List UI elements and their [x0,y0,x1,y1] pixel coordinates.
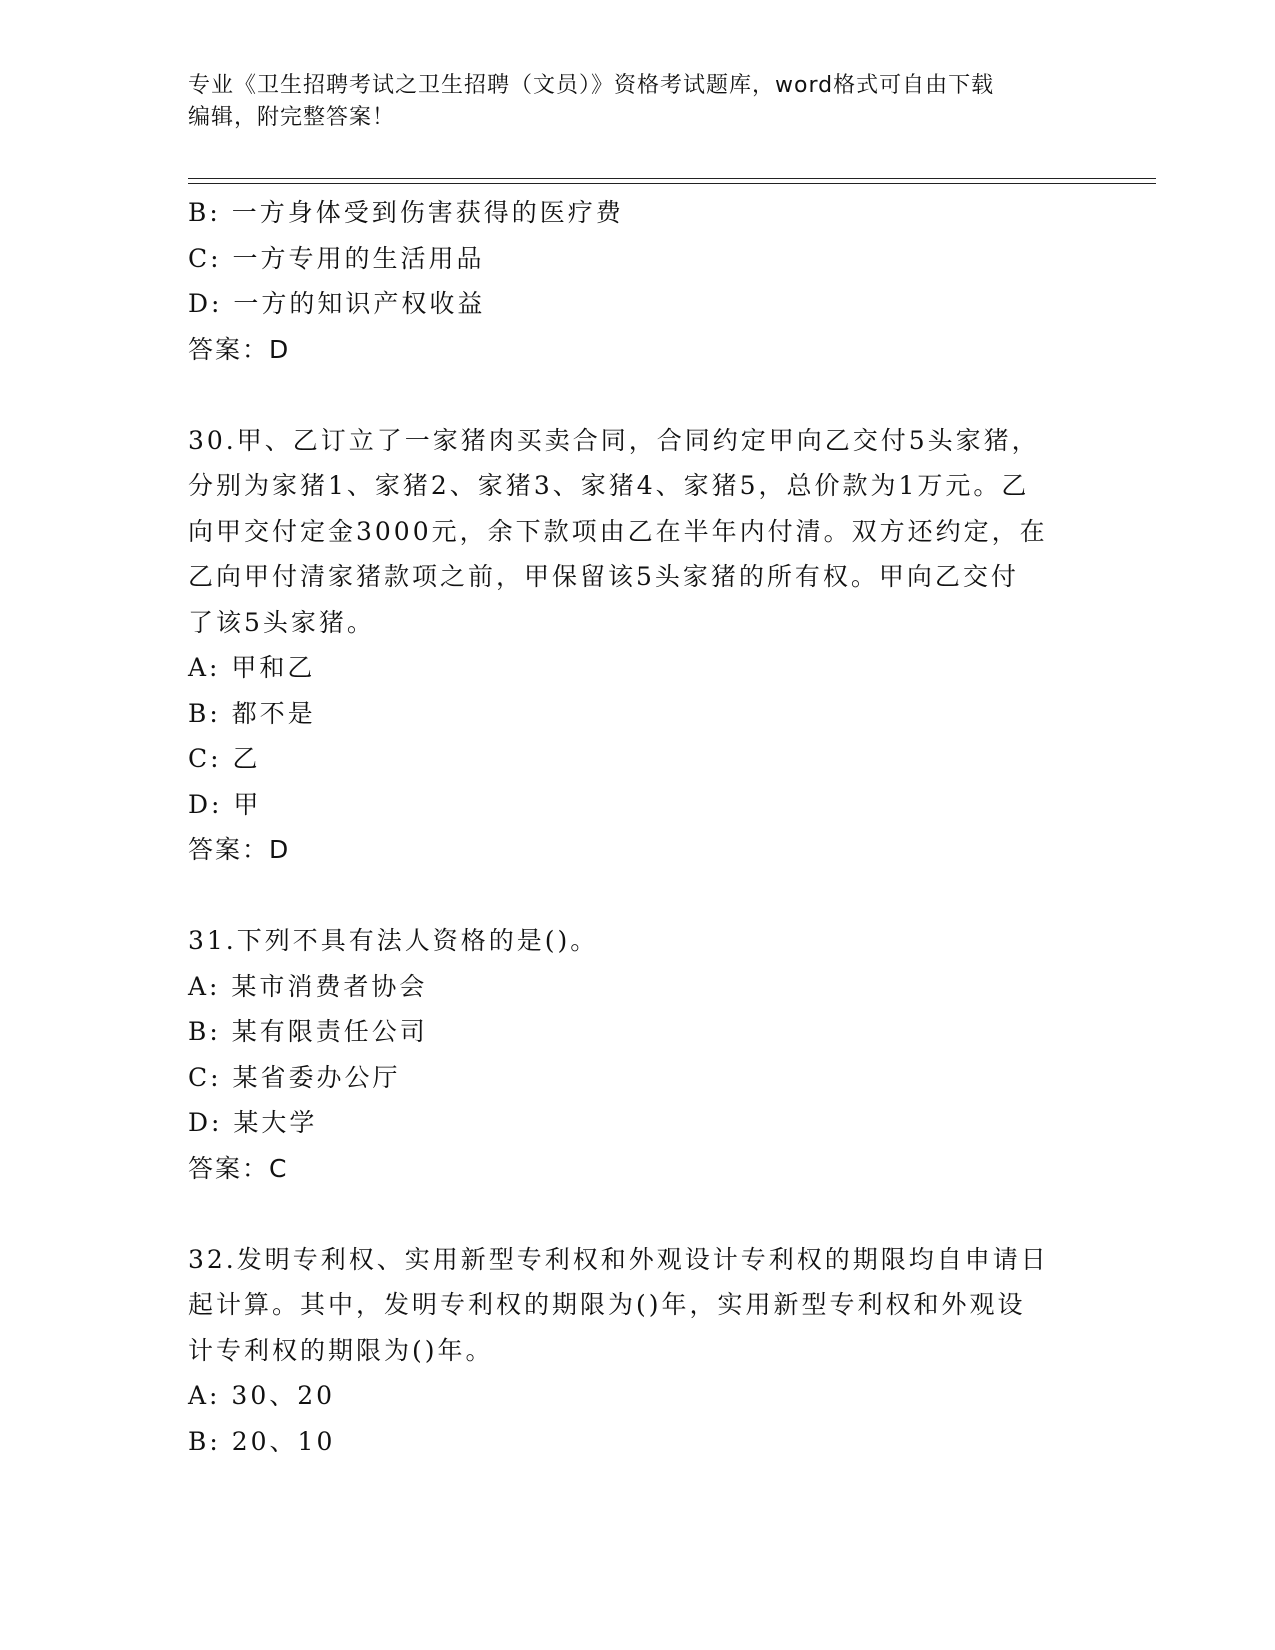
option-d: D: 一方的知识产权收益 [188,289,486,318]
spacer [188,1191,1088,1237]
question-30-line-3: 向甲交付定金3000元，余下款项由乙在半年内付清。双方还约定，在 [188,516,1048,546]
header-line-2: 编辑，附完整答案！ [188,105,396,130]
answer-label: 答案：D [188,334,291,364]
q30-option-b: B: 都不是 [188,698,316,728]
option-b: B: 一方身体受到伤害获得的医疗费 [188,198,624,227]
spacer [188,372,1088,418]
q30-option-c: C: 乙 [188,744,261,773]
q31-option-d: D: 某大学 [188,1108,318,1137]
spacer [188,873,1088,919]
question-31-line-1: 31.下列不具有法人资格的是()。 [188,926,599,955]
question-30-line-1: 30.甲、乙订立了一家猪肉买卖合同，合同约定甲向乙交付5头家猪， [188,425,1040,455]
question-content [188,190,1088,1464]
document-header [188,70,1068,134]
question-32-line-1: 32.发明专利权、实用新型专利权和外观设计专利权的期限均自申请日 [188,1244,1049,1274]
option-c: C: 一方专用的生活用品 [188,243,485,273]
q31-answer: 答案：C [188,1153,289,1183]
question-30-line-4: 乙向甲付清家猪款项之前，甲保留该5头家猪的所有权。甲向乙交付 [188,562,1019,591]
question-32-line-2: 起计算。其中，发明专利权的期限为()年，实用新型专利权和外观设 [188,1290,1026,1319]
question-32-line-3: 计专利权的期限为()年。 [188,1335,494,1365]
question-30-line-5: 了该5头家猪。 [188,607,375,637]
q31-option-c: C: 某省委办公厅 [188,1062,401,1092]
q31-option-a: A: 某市消费者协会 [188,971,428,1001]
q32-option-b: B: 20、10 [188,1426,336,1456]
header-line-1: 专业《卫生招聘考试之卫生招聘（文员）》资格考试题库，word格式可自由下载 [188,73,995,98]
header-divider-bottom [188,183,1156,184]
q31-option-b: B: 某有限责任公司 [188,1017,428,1046]
q30-option-a: A: 甲和乙 [188,653,316,682]
header-divider-top [188,178,1156,179]
q30-answer: 答案：D [188,835,291,864]
q30-option-d: D: 甲 [188,789,262,819]
question-30-line-2: 分别为家猪1、家猪2、家猪3、家猪4、家猪5，总价款为1万元。乙 [188,471,1030,500]
q32-option-a: A: 30、20 [188,1381,336,1410]
